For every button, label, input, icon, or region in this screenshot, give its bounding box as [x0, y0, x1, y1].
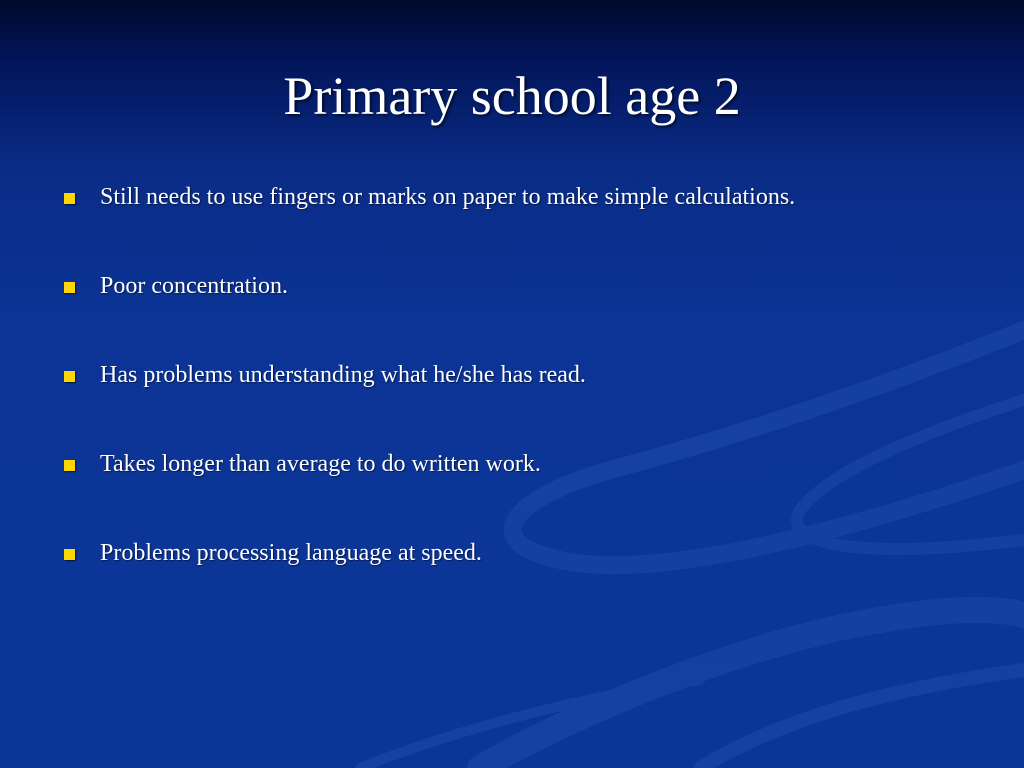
square-bullet-icon	[64, 549, 75, 560]
bullet-text: Still needs to use fingers or marks on paper to make simple calculations.	[100, 184, 796, 210]
bullet-text: Takes longer than average to do written work.	[100, 451, 541, 477]
bullet-text: Problems processing language at speed.	[100, 540, 482, 566]
square-bullet-icon	[64, 460, 75, 471]
square-bullet-icon	[64, 193, 75, 204]
bullet-item	[60, 536, 1000, 625]
bullet-item	[60, 358, 1000, 447]
bullet-item	[60, 180, 1000, 269]
bullet-item	[60, 269, 1000, 358]
bullet-list	[60, 180, 1000, 625]
bullet-text: Has problems understanding what he/she has read.	[100, 362, 586, 388]
slide-title: Primary school age 2	[283, 66, 741, 126]
square-bullet-icon	[64, 371, 75, 382]
bullet-item	[60, 447, 1000, 536]
square-bullet-icon	[64, 282, 75, 293]
bullet-text: Poor concentration.	[100, 273, 288, 299]
